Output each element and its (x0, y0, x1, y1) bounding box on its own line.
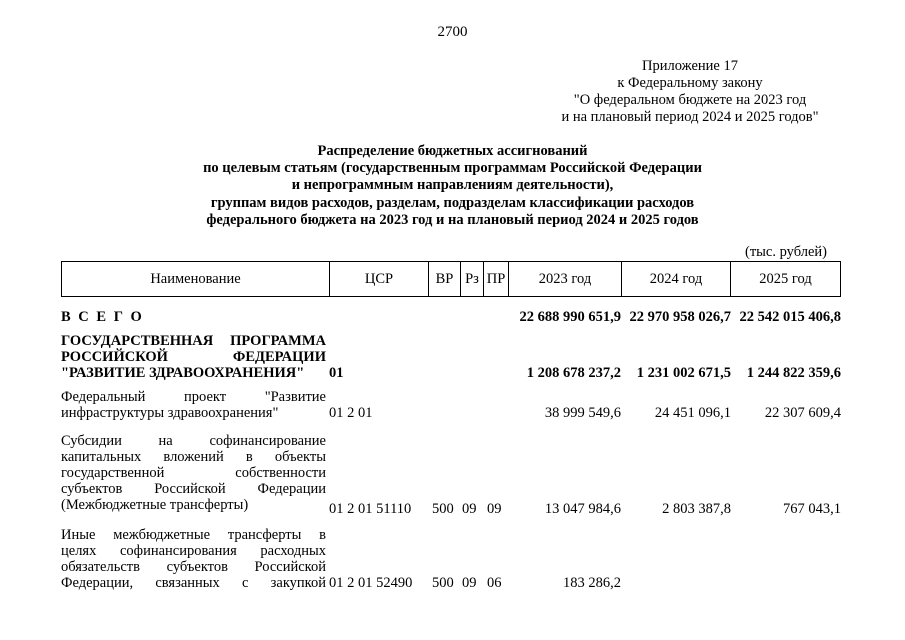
project-csr: 01 2 01 (329, 405, 373, 421)
appendix-line-3: "О федеральном бюджете на 2023 год (573, 92, 807, 108)
other-rz: 09 (462, 575, 477, 591)
subsidy-csr: 01 2 01 51110 (329, 501, 412, 517)
header-name: Наименование (62, 262, 330, 296)
other-2023: 183 286,2 (563, 575, 621, 591)
program-name-line-1: ГОСУДАРСТВЕННАЯ ПРОГРАММА (61, 333, 326, 349)
header-vr: ВР (429, 262, 461, 296)
program-csr: 01 (329, 365, 344, 381)
page-number: 2700 (437, 24, 468, 40)
title-line-4: группам видов расходов, разделам, подразделам классификации расходов (210, 194, 695, 211)
other-name-line-2: целях софинансирования расходных (61, 543, 326, 559)
units-label: (тыс. рублей) (745, 244, 827, 260)
total-2025: 22 542 015 406,8 (739, 309, 841, 325)
project-2023: 38 999 549,6 (544, 405, 621, 421)
program-name (61, 333, 326, 381)
other-csr: 01 2 01 52490 (329, 575, 413, 591)
title-line-1: Распределение бюджетных ассигнований (317, 143, 588, 159)
total-label: В С Е Г О (61, 309, 144, 325)
appendix-line-1: Приложение 17 (642, 58, 738, 74)
total-2023: 22 688 990 651,9 (519, 309, 621, 325)
title-line-2: по целевым статьям (государственным программам Российской Федерации (203, 160, 702, 177)
program-2025: 1 244 822 359,6 (746, 365, 841, 381)
subsidy-rz: 09 (462, 501, 477, 517)
other-name-line-4: Федерации, связанных с закупкой (61, 575, 326, 591)
document-title (150, 143, 755, 229)
project-2024: 24 451 096,1 (654, 405, 731, 421)
table-header (61, 261, 841, 297)
program-name-line-3: "РАЗВИТИЕ ЗДРАВООХРАНЕНИЯ" (61, 365, 305, 381)
title-line-5: федерального бюджета на 2023 год и на плановый период 2024 и 2025 годов (206, 211, 699, 228)
subsidy-2023: 13 047 984,6 (544, 501, 621, 517)
subsidy-vr: 500 (432, 501, 454, 517)
appendix-line-4: и на плановый период 2024 и 2025 годов" (561, 109, 819, 125)
other-transfers-name (61, 527, 326, 591)
subsidy-name-line-2: капитальных вложений в объекты (61, 449, 326, 465)
project-name-line-2: инфраструктуры здравоохранения" (61, 405, 279, 421)
project-name (61, 389, 326, 421)
subsidy-name-line-5: (Межбюджетные трансферты) (61, 497, 249, 513)
appendix-note (560, 58, 820, 126)
appendix-line-2: к Федеральному закону (617, 75, 763, 91)
header-rz: Рз (461, 262, 484, 296)
other-name-line-3: обязательств субъектов Российской (61, 559, 326, 575)
subsidy-name-line-1: Субсидии на софинансирование (61, 433, 326, 449)
title-line-3: и непрограммным направлениям деятельности), (291, 177, 614, 194)
header-2023: 2023 год (509, 262, 622, 296)
header-2024: 2024 год (622, 262, 731, 296)
header-2025: 2025 год (759, 270, 812, 287)
subsidy-name-line-3: государственной собственности (61, 465, 326, 481)
other-vr: 500 (432, 575, 454, 591)
subsidy-name (61, 433, 326, 513)
subsidy-pr: 09 (487, 501, 502, 517)
program-2023: 1 208 678 237,2 (526, 365, 621, 381)
project-2025: 22 307 609,4 (764, 405, 841, 421)
total-2024: 22 970 958 026,7 (629, 309, 731, 325)
subsidy-name-line-4: субъектов Российской Федерации (61, 481, 326, 497)
header-pr: ПР (484, 262, 509, 296)
other-name-line-1: Иные межбюджетные трансферты в (61, 527, 326, 543)
other-pr: 06 (487, 575, 502, 591)
subsidy-2025: 767 043,1 (783, 501, 841, 517)
header-csr: ЦСР (330, 262, 429, 296)
subsidy-2024: 2 803 387,8 (662, 501, 731, 517)
program-2024: 1 231 002 671,5 (636, 365, 731, 381)
program-name-line-2: РОССИЙСКОЙ ФЕДЕРАЦИИ (61, 349, 326, 365)
project-name-line-1: Федеральный проект "Развитие (61, 389, 326, 405)
